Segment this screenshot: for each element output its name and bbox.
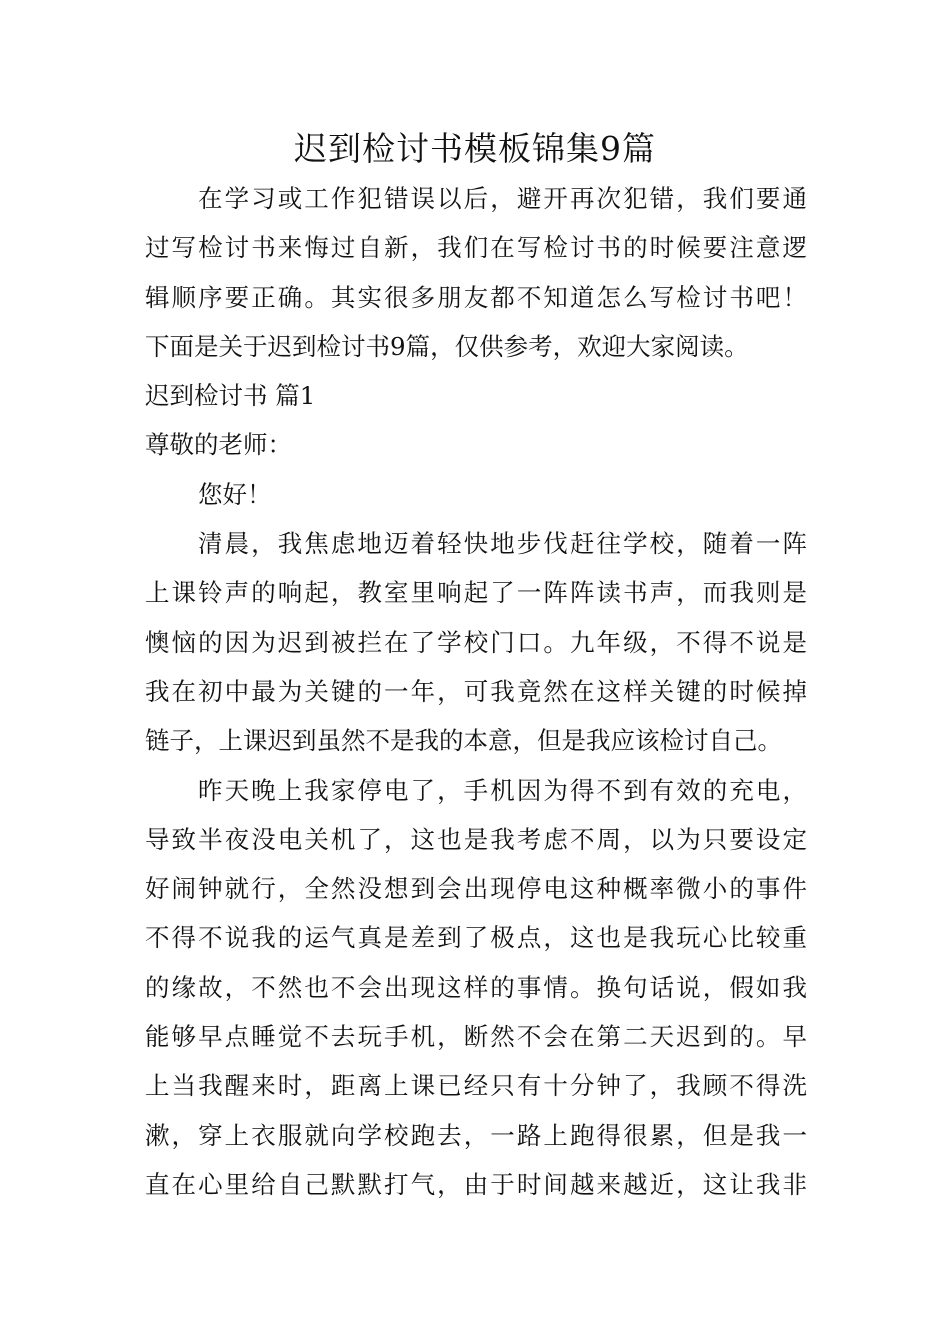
body-line: 在学习或工作犯错误以后，避开再次犯错，我们要通 [198, 184, 807, 213]
body-line: 懊恼的因为迟到被拦在了学校门口。九年级，不得不说是 [145, 627, 807, 657]
body-line: 能够早点睡觉不去玩手机，断然不会在第二天迟到的。早 [145, 1022, 807, 1052]
body-line: 清晨，我焦虑地迈着轻快地步伐赶往学校，随着一阵 [198, 529, 807, 559]
body-line: 尊敬的老师： [145, 430, 292, 460]
document-body [145, 174, 807, 1209]
body-line: 好闹钟就行，全然没想到会出现停电这种概率微小的事件 [145, 874, 807, 904]
body-line: 不得不说我的运气真是差到了极点，这也是我玩心比较重 [145, 923, 807, 953]
body-line: 上课铃声的响起，教室里响起了一阵阵读书声，而我则是 [145, 578, 807, 608]
body-line: 导致半夜没电关机了，这也是我考虑不周，以为只要设定 [145, 824, 807, 854]
body-line: 下面是关于迟到检讨书9篇，仅供参考，欢迎大家阅读。 [145, 331, 749, 361]
body-line: 您好！ [198, 479, 272, 509]
body-line: 我在初中最为关键的一年，可我竟然在这样关键的时候掉 [145, 676, 807, 706]
body-line: 辑顺序要正确。其实很多朋友都不知道怎么写检讨书吧！ [145, 282, 807, 312]
body-line: 漱，穿上衣服就向学校跑去，一路上跑得很累，但是我一 [145, 1120, 807, 1150]
body-line: 迟到检讨书 篇1 [145, 381, 316, 411]
document-title: 迟到检讨书模板锦集9篇 [294, 129, 656, 168]
body-line: 上当我醒来时，距离上课已经只有十分钟了，我顾不得洗 [145, 1071, 807, 1101]
body-line: 过写检讨书来悔过自新，我们在写检讨书的时候要注意逻 [145, 233, 807, 263]
body-line: 昨天晚上我家停电了，手机因为得不到有效的充电， [198, 775, 807, 805]
body-line: 直在心里给自己默默打气，由于时间越来越近，这让我非 [145, 1169, 807, 1199]
body-line: 链子，上课迟到虽然不是我的本意，但是我应该检讨自己。 [145, 726, 782, 756]
body-line: 的缘故，不然也不会出现这样的事情。换句话说，假如我 [145, 972, 807, 1002]
